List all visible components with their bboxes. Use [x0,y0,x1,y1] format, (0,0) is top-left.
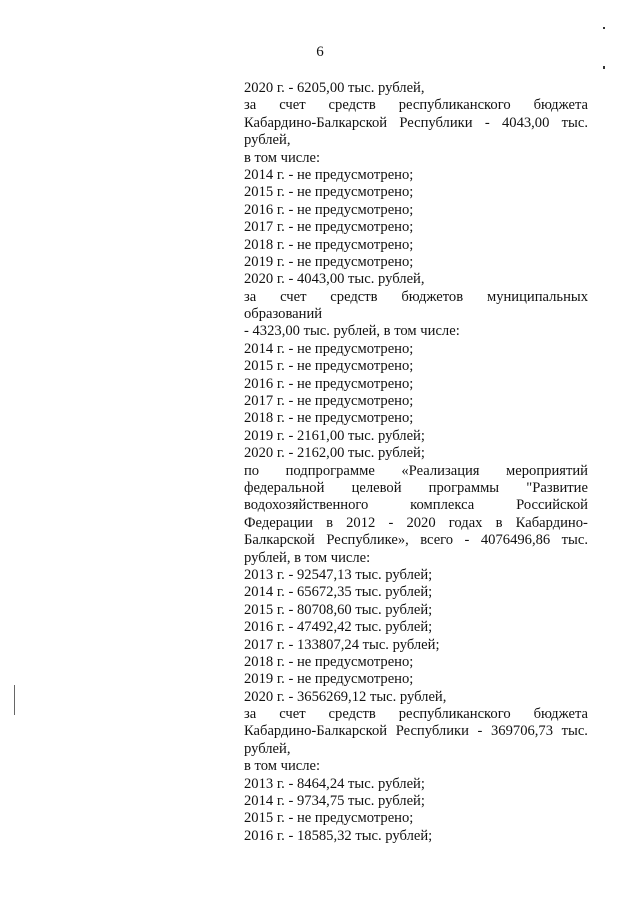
text-word: - [388,514,394,531]
text-line [244,515,588,532]
text-line: 2015 г. - не предусмотрено; [244,184,414,201]
text-word: Кабардино-Балкарской [244,114,388,131]
text-word: по [244,462,260,479]
text-word: Республике», [326,532,409,549]
text-word: счет [279,97,306,114]
scan-margin-mark [14,685,15,715]
text-word: федеральной [244,479,325,496]
scan-speck [603,66,605,69]
text-line: в том числе: [244,149,321,166]
text-word: - [464,532,470,549]
text-word: 4043,00 [501,114,550,131]
text-line: 2018 г. - не предусмотрено; [244,410,414,427]
text-line: 2020 г. - 3656269,12 тыс. рублей, [244,688,447,705]
text-line: 2014 г. - 65672,35 тыс. рублей; [244,584,433,601]
text-line [244,97,588,114]
text-word: Кабардино-Балкарской [244,723,388,740]
text-word: за [244,288,257,305]
text-line: 2014 г. - 9734,75 тыс. рублей; [244,793,425,810]
text-word: Федерации [244,514,313,531]
document-body [244,80,588,845]
text-line: 2015 г. - не предусмотрено; [244,810,414,827]
text-word: 2020 [406,514,436,531]
text-line: рублей, [244,132,291,149]
scan-speck [603,27,605,29]
text-line: рублей, в том числе: [244,549,371,566]
text-word: тыс. [561,114,588,131]
text-word: счет [279,706,306,723]
text-word: республиканского [398,97,511,114]
text-word: средств [330,288,378,305]
text-line: 2015 г. - 80708,60 тыс. рублей; [244,601,433,618]
text-word: бюджетов [401,288,464,305]
text-line: 2013 г. - 92547,13 тыс. рублей; [244,566,433,583]
text-line: 2017 г. - не предусмотрено; [244,219,414,236]
text-word: за [244,97,257,114]
text-line: рублей, [244,740,291,757]
text-word: республиканского [398,706,511,723]
text-word: средств [328,706,376,723]
text-word: 2012 [346,514,376,531]
text-line: 2020 г. - 2162,00 тыс. рублей; [244,445,425,462]
text-word: муниципальных [486,288,588,305]
text-word: комплекса [410,497,475,514]
text-word: годах [448,514,483,531]
text-word: средств [328,97,376,114]
text-word: Республики [399,114,473,131]
text-word: 369706,73 [491,723,554,740]
text-line: 2016 г. - 47492,42 тыс. рублей; [244,619,433,636]
text-line [244,289,588,306]
text-word: «Реализация [401,462,480,479]
text-word: в [495,514,503,531]
text-word: Республики [395,723,469,740]
text-line: 2017 г. - 133807,24 тыс. рублей; [244,636,440,653]
text-word: тыс. [561,532,588,549]
page-number: 6 [316,44,324,60]
text-word: подпрограмме [285,462,375,479]
text-line [244,532,588,549]
text-word: целевой [351,479,402,496]
text-line: 2014 г. - не предусмотрено; [244,340,414,357]
text-line: 2020 г. - 4043,00 тыс. рублей, [244,271,425,288]
text-word: Российской [516,497,588,514]
text-word: бюджета [533,97,588,114]
text-line: 2016 г. - 18585,32 тыс. рублей; [244,827,433,844]
text-line [244,723,588,740]
text-line: 2016 г. - не предусмотрено; [244,201,414,218]
text-word: мероприятий [506,462,588,479]
text-word: бюджета [533,706,588,723]
text-line [244,706,588,723]
text-word: всего [420,532,454,549]
text-line: 2019 г. - 2161,00 тыс. рублей; [244,427,425,444]
text-line [244,497,588,514]
text-line: 2019 г. - не предусмотрено; [244,253,414,270]
text-line [244,463,588,480]
text-line: в том числе: [244,758,321,775]
text-word: "Развитие [526,479,588,496]
text-word: Кабардино- [515,514,588,531]
text-line: 2018 г. - не предусмотрено; [244,653,414,670]
text-line: 2015 г. - не предусмотрено; [244,358,414,375]
text-word: - [484,114,490,131]
text-line: 2019 г. - не предусмотрено; [244,671,414,688]
text-word: счет [280,288,307,305]
text-line: 2013 г. - 8464,24 тыс. рублей; [244,775,425,792]
text-line [244,480,588,497]
text-line: 2018 г. - не предусмотрено; [244,236,414,253]
text-line: 2017 г. - не предусмотрено; [244,393,414,410]
text-line: - 4323,00 тыс. рублей, в том числе: [244,323,460,340]
text-line: 2020 г. - 6205,00 тыс. рублей, [244,80,425,96]
text-word: 4076496,86 [480,532,551,549]
text-word: в [326,514,333,531]
text-line: образований [244,306,323,323]
text-word: Балкарской [244,532,315,549]
text-word: тыс. [561,723,588,740]
text-word: - [477,723,483,740]
text-word: программы [428,479,500,496]
text-word: водохозяйственного [244,497,369,514]
text-line: 2014 г. - не предусмотрено; [244,166,414,183]
text-word: за [244,706,257,723]
text-line: 2016 г. - не предусмотрено; [244,375,414,392]
text-line [244,115,588,132]
